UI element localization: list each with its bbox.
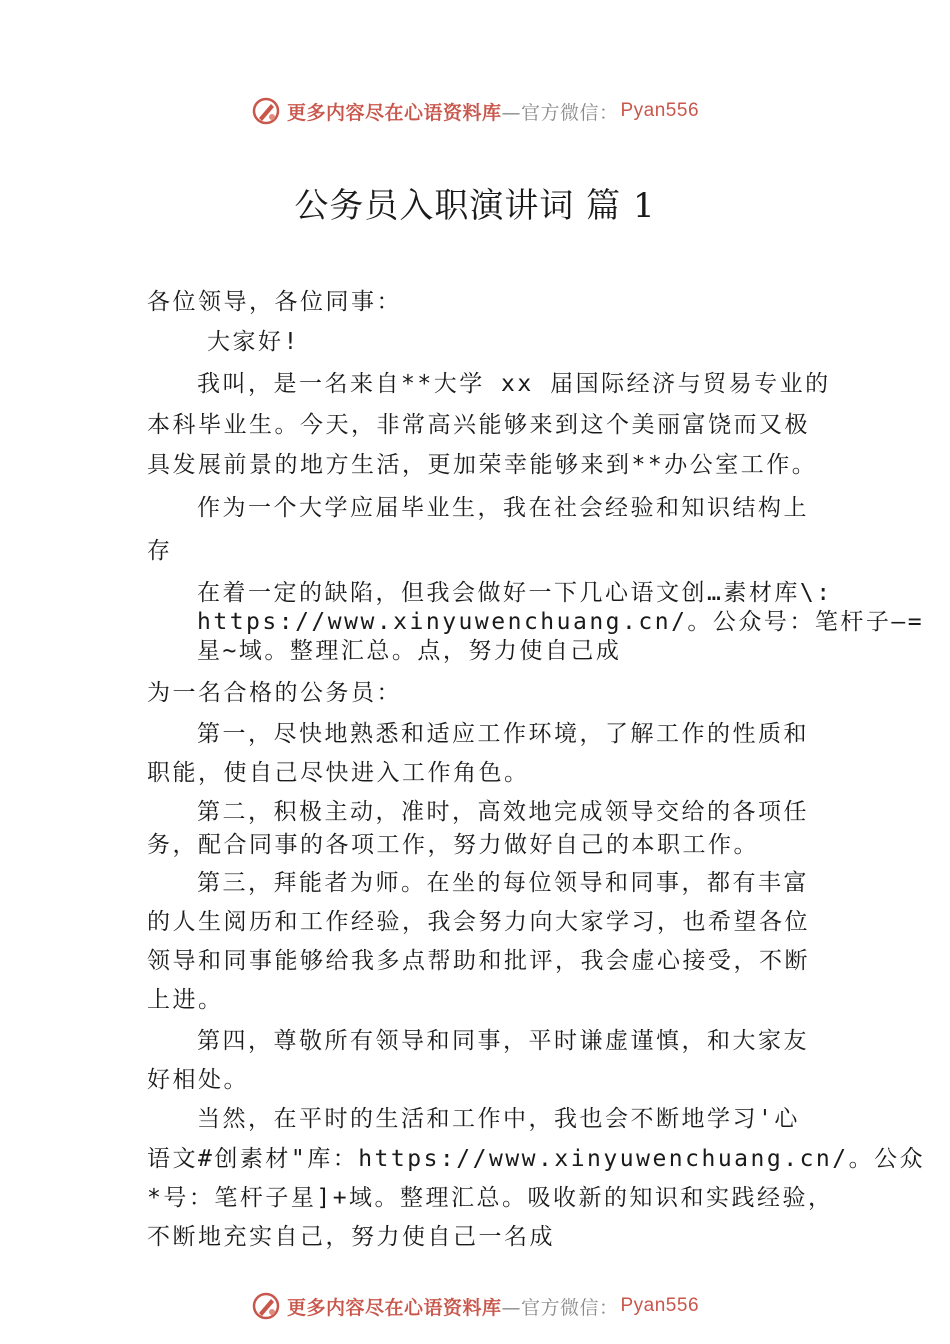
- watermark-gray-text: —官方微信：: [501, 1296, 619, 1319]
- body-line: 不断地充实自己，努力使自己一名成: [147, 1224, 555, 1250]
- body-line: 第一，尽快地熟悉和适应工作环境，了解工作的性质和: [197, 721, 809, 747]
- body-line: 领导和同事能够给我多点帮助和批评，我会虚心接受，不断: [147, 948, 810, 974]
- body-line: 务，配合同事的各项工作，努力做好自己的本职工作。: [147, 832, 759, 858]
- body-line: *号：笔杆子星]+域。整理汇总。吸收新的知识和实践经验，: [147, 1185, 834, 1211]
- body-line: 存: [147, 538, 173, 564]
- body-line: 作为一个大学应届毕业生，我在社会经验和知识结构上: [197, 495, 809, 521]
- body-line: 为一名合格的公务员：: [147, 680, 402, 706]
- body-line: 本科毕业生。今天，非常高兴能够来到这个美丽富饶而又极: [147, 412, 810, 438]
- watermark-wechat-id: Pyan556: [620, 100, 700, 121]
- body-line: 星~域。整理汇总。点，努力使自己成: [197, 638, 622, 664]
- watermark-red-text: 更多内容尽在心语资料库: [286, 101, 502, 124]
- body-line: 在着一定的缺陷，但我会做好一下几心语文创…素材库\:: [197, 580, 833, 606]
- body-line: 第三，拜能者为师。在坐的每位领导和同事，都有丰富: [197, 870, 809, 896]
- body-line: 好相处。: [147, 1067, 249, 1093]
- watermark-red-text: 更多内容尽在心语资料库: [286, 1296, 502, 1319]
- watermark-wechat-id: Pyan556: [620, 1295, 700, 1316]
- body-line: 职能，使自己尽快进入工作角色。: [147, 760, 530, 786]
- body-line: 上进。: [147, 987, 224, 1013]
- body-line: 语文#创素材"库：https://www.xinyuwenchuang.cn/。公众: [147, 1146, 926, 1172]
- header-watermark: [0, 96, 950, 126]
- greeting-line: 大家好!: [207, 329, 300, 355]
- pen-logo-icon: [251, 1291, 281, 1321]
- salutation-line: 各位领导，各位同事：: [147, 289, 402, 315]
- document-title: 公务员入职演讲词 篇 1: [294, 186, 656, 226]
- footer-watermark: [0, 1291, 950, 1321]
- watermark-gray-text: —官方微信：: [501, 101, 619, 124]
- body-line: https://www.xinyuwenchuang.cn/。公众号：笔杆子—=: [197, 609, 925, 635]
- body-line: 第四，尊敬所有领导和同事，平时谦虚谨慎，和大家友: [197, 1028, 809, 1054]
- body-line: 我叫，是一名来自**大学 xx 届国际经济与贸易专业的: [197, 371, 831, 397]
- body-line: 第二，积极主动，准时，高效地完成领导交给的各项任: [197, 799, 809, 825]
- pen-logo-icon: [251, 96, 281, 126]
- body-line: 的人生阅历和工作经验，我会努力向大家学习，也希望各位: [147, 909, 810, 935]
- body-line: 具发展前景的地方生活，更加荣幸能够来到**办公室工作。: [147, 452, 818, 478]
- body-line: 当然，在平时的生活和工作中，我也会不断地学习'心: [197, 1106, 800, 1132]
